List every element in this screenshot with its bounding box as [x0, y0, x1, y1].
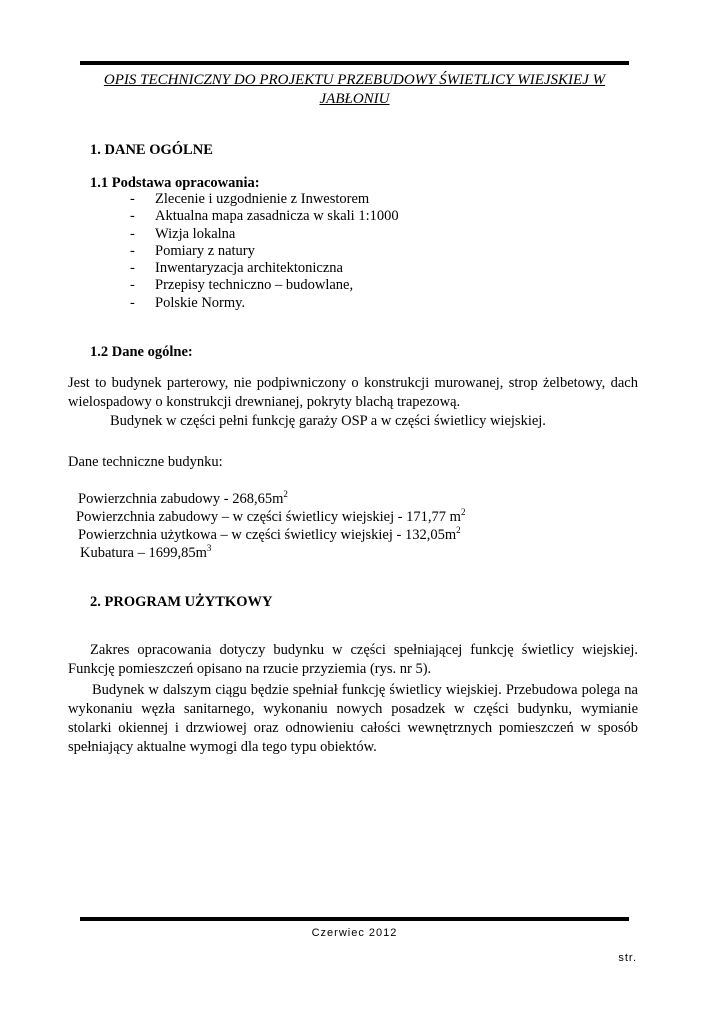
document-title-line1: OPIS TECHNICZNY DO PROJEKTU PRZEBUDOWY ŚWIETLICY WIEJSKIEJ W [103, 72, 606, 88]
list-item-text: Zlecenie i uzgodnienie z Inwestorem [155, 191, 370, 207]
tech-data-heading: Dane techniczne budynku: [68, 454, 223, 470]
document-title-line2: JABŁONIU [319, 91, 390, 107]
header-rule [80, 61, 629, 65]
tech-data-text: Powierzchnia zabudowy - 268,65m [78, 491, 284, 507]
text-line: Funkcję pomieszczeń opisano na rzucie przyziemia (rys. nr 5). [68, 661, 432, 677]
tech-data-text: Powierzchnia zabudowy – w części świetlicy wiejskiej - 171,77 m [76, 509, 461, 525]
list-item [130, 295, 399, 312]
tech-data-item [80, 544, 211, 562]
dash-bullet: - [130, 294, 135, 311]
tech-data-item [76, 508, 465, 526]
text-line: wielospadowy o konstrukcji drewnianej, pokryty blachą trapezową. [68, 394, 461, 410]
tech-data-item [78, 526, 461, 544]
section2-heading: 2. PROGRAM UŻYTKOWY [90, 594, 273, 610]
list-item [130, 277, 399, 294]
dash-bullet: - [130, 225, 135, 242]
text-line: spełniający aktualne wymogi dla tego typu obiektów. [68, 739, 377, 755]
unit-exponent: 2 [456, 525, 461, 535]
list-item [130, 243, 399, 260]
list-item-text: Polskie Normy. [155, 294, 246, 311]
section1-1-heading: 1.1 Podstawa opracowania: [90, 175, 260, 191]
footer-date: Czerwiec 2012 [311, 927, 398, 939]
list-item [130, 208, 399, 225]
list-item [130, 226, 399, 243]
general-description [68, 374, 638, 431]
list-item [130, 260, 399, 277]
dash-bullet: - [130, 191, 135, 207]
basis-list [130, 191, 399, 312]
text-line: Budynek w dalszym ciągu będzie spełniał funkcję świetlicy wiejskiej. Przebudowa polega na [92, 682, 638, 698]
footer-rule [80, 917, 629, 921]
document-title [80, 71, 629, 109]
page-number-label: str. [618, 952, 637, 964]
list-item-text: Przepisy techniczno – budowlane, [155, 277, 354, 294]
tech-data-text: Powierzchnia użytkowa – w części świetlicy wiejskiej - 132,05m [78, 527, 457, 543]
program-paragraph-2 [68, 681, 638, 757]
dash-bullet: - [130, 260, 135, 277]
section1-2-heading: 1.2 Dane ogólne: [90, 344, 193, 360]
unit-exponent: 3 [206, 543, 212, 553]
list-item [130, 191, 399, 208]
tech-data-item [78, 490, 288, 508]
dash-bullet: - [130, 208, 135, 225]
list-item-text: Aktualna mapa zasadnicza w skali 1:1000 [155, 208, 399, 225]
list-item-text: Wizja lokalna [155, 225, 236, 242]
program-paragraph-1 [68, 641, 638, 679]
unit-exponent: 2 [460, 507, 466, 517]
text-line: Budynek w części pełni funkcję garaży OSP a w części świetlicy wiejskiej. [110, 413, 546, 429]
text-line: Zakres opracowania dotyczy budynku w części spełniającej funkcję świetlicy wiejskiej. [90, 642, 638, 658]
list-item-text: Inwentaryzacja architektoniczna [155, 260, 343, 277]
dash-bullet: - [130, 242, 135, 259]
section1-heading: 1. DANE OGÓLNE [90, 142, 213, 158]
list-item-text: Pomiary z natury [155, 242, 255, 259]
tech-data-text: Kubatura – 1699,85m [80, 545, 207, 561]
text-line: Jest to budynek parterowy, nie podpiwniczony o konstrukcji murowanej, strop żelbetowy, dach [68, 375, 638, 391]
text-line: stolarki okiennej i drzwiowej oraz odnowieniu całości wewnętrznych pomieszczeń w sposób [68, 720, 638, 736]
dash-bullet: - [130, 277, 135, 294]
unit-exponent: 2 [283, 489, 288, 499]
text-line: wykonaniu węzła sanitarnego, wykonaniu nowych posadzek w części budynku, wymianie [68, 701, 638, 717]
